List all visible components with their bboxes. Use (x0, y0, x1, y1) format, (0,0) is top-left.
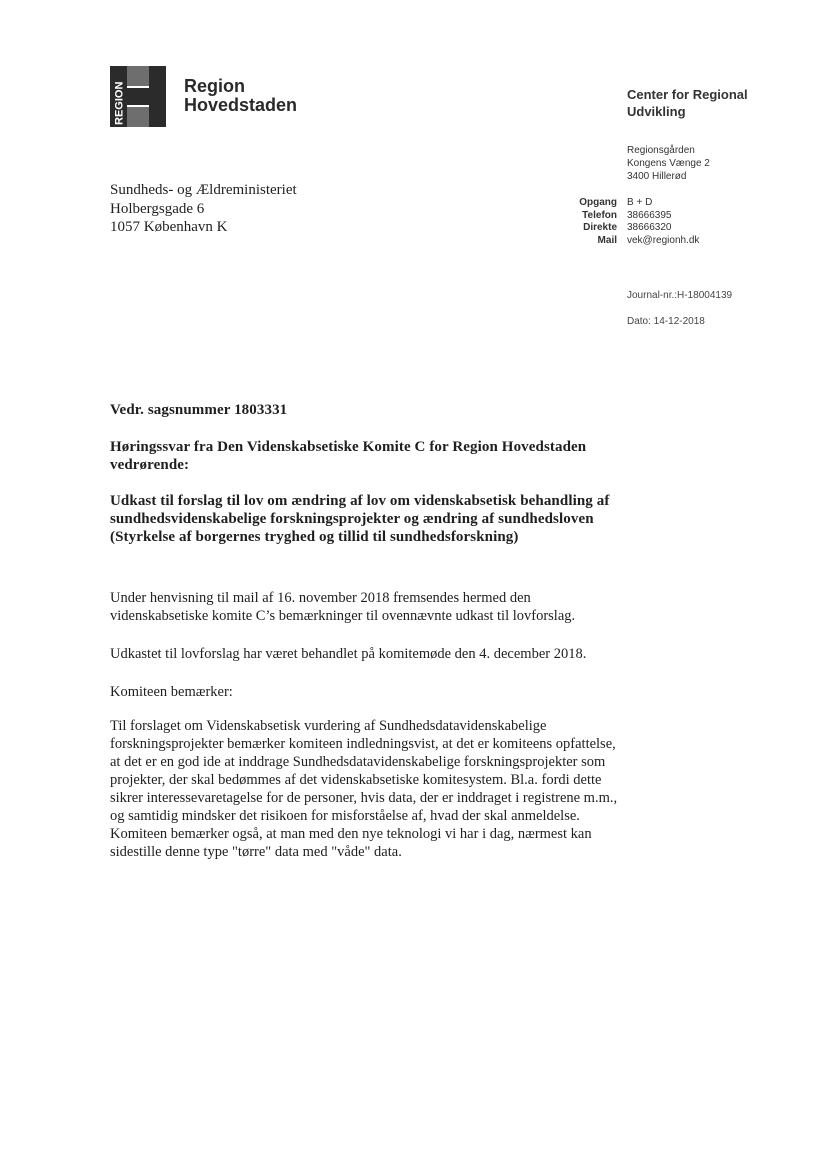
contact-key: Mail (597, 234, 617, 246)
recipient-line: 1057 København K (110, 219, 228, 235)
journal-number: Journal-nr.:H-18004139 (627, 290, 733, 301)
logo-wordmark (184, 77, 297, 115)
center-title-line2: Udvikling (627, 104, 686, 119)
document-date: Dato: 14-12-2018 (627, 316, 705, 327)
sender-address (627, 144, 710, 183)
recipient-line: Sundheds- og Ældreministeriet (110, 182, 297, 198)
sender-center (627, 86, 748, 120)
region-h-logo-icon (110, 66, 166, 127)
contact-row-mail (560, 235, 699, 248)
recipient-line: Holbergsgade 6 (110, 200, 205, 217)
contact-key: Opgang (579, 197, 617, 208)
contact-key: Direkte (583, 222, 617, 233)
recipient-address (110, 181, 297, 237)
address-line: 3400 Hillerød (627, 171, 687, 182)
center-title-line1: Center for Regional (627, 87, 748, 102)
contact-value: vek@regionh.dk (627, 234, 700, 246)
contact-row-telefon (560, 210, 699, 223)
case-number-heading: Vedr. sagsnummer 1803331 (110, 402, 288, 418)
logo-vertical-text: REGION (113, 81, 126, 125)
contact-row-direkte (560, 222, 699, 235)
logo-name-line2: Hovedstaden (184, 95, 298, 115)
paragraph-remarks: Til forslaget om Videnskabsetisk vurdering af Sundhedsdatavidenskabelige forskningsprojekter bemærker komiteen indledningsvist, at det er komiteens opfattelse, at det er en god ide at inddrage Sundhedsdatavidenskabelige forskningsprojekter som projekter, der skal bedømmes af det videnskabsetiske komitesystem. Bl.a. fordi dette sikrer interessevaretagelse for de personer, hvis data, der er inddraget i registrene m.m., og samtidig mindsker det risikoen for misforståelse af, hvad der skal anmeldelse. Komiteen bemærker også, at man med den nye teknologi vi har i dag, nærmest kan sidestille denne type "tørre" data med "våde" data. (110, 718, 618, 860)
hearing-response-heading: Høringssvar fra Den Videnskabsetiske Komite C for Region Hovedstaden vedrørende: (110, 439, 587, 473)
paragraph-reference: Under henvisning til mail af 16. november 2018 fremsendes hermed den videnskabsetiske komite C’s bemærkninger til ovennævnte udkast til lovforslag. (110, 590, 576, 624)
address-line: Kongens Vænge 2 (627, 158, 710, 169)
contact-details (560, 197, 699, 247)
draft-bill-heading: Udkast til forslag til lov om ændring af lov om videnskabsetisk behandling af sundhedsvidenskabelige forskningsprojekter og ændring af sundhedsloven (Styrkelse af borgernes tryghed og tillid til sundhedsforskning) (110, 493, 610, 545)
logo-name-line1: Region (184, 76, 245, 96)
address-line: Regionsgården (627, 145, 695, 156)
paragraph-meeting: Udkastet til lovforslag har været behandlet på komitemøde den 4. december 2018. (110, 646, 587, 662)
contact-key: Telefon (582, 209, 617, 221)
contact-value: 38666320 (627, 222, 672, 233)
contact-row-opgang (560, 197, 699, 210)
paragraph-remarks-intro: Komiteen bemærker: (110, 684, 233, 700)
contact-value: B + D (627, 197, 653, 208)
contact-value: 38666395 (627, 209, 672, 221)
